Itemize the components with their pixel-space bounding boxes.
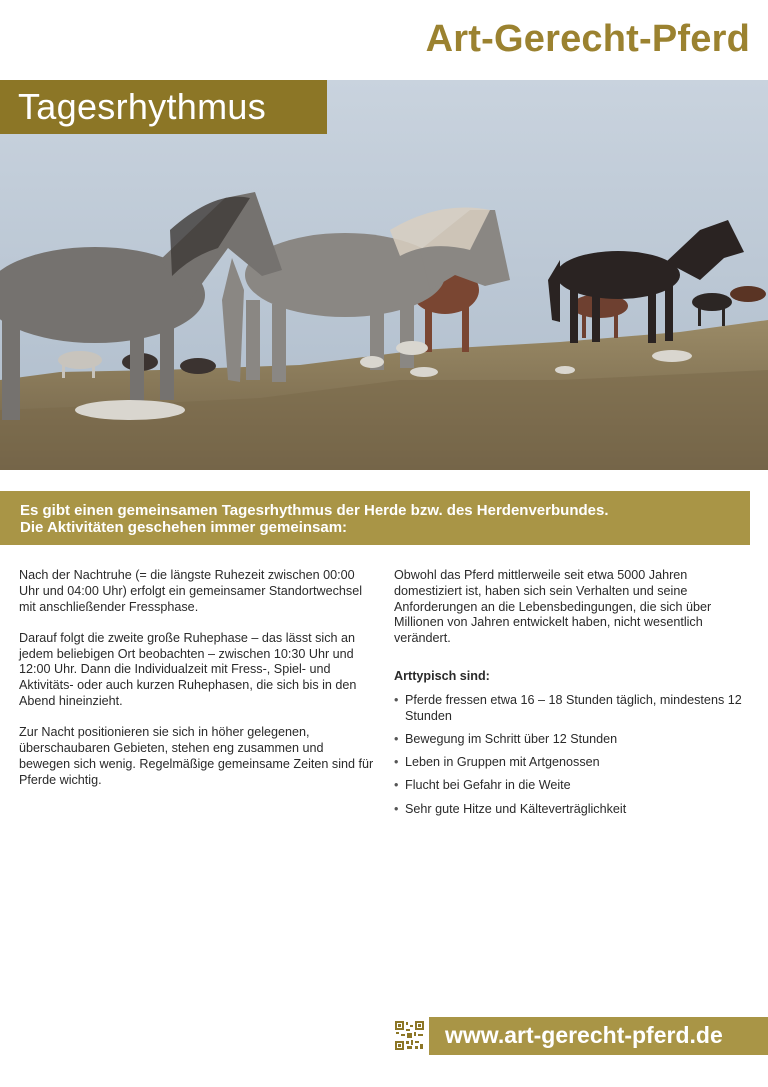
list-item: • Bewegung im Schritt über 12 Stunden bbox=[394, 732, 754, 748]
intro-line-2: Die Aktivitäten geschehen immer gemeinsam: bbox=[20, 519, 348, 536]
horses-illustration bbox=[0, 80, 768, 470]
intro-banner bbox=[0, 491, 750, 545]
lead-paragraph: Obwohl das Pferd mittlerweile seit etwa 5000 Jahren domestiziert ist, haben sich sein Verhalten und seine Anforderungen an die Lebensbedingungen, die sich über Millionen von Jahren entwickelt haben, nicht wesentlich verändert. bbox=[394, 568, 712, 646]
intro-line-1: Es gibt einen gemeinsamen Tagesrhythmus der Herde bzw. des Herdenverbundes. bbox=[20, 502, 609, 519]
left-column bbox=[19, 568, 377, 804]
qr-code-icon[interactable] bbox=[394, 1020, 425, 1051]
brand-title: Art-Gerecht-Pferd bbox=[425, 18, 750, 60]
list-item: • Sehr gute Hitze und Kälteverträglichkeit bbox=[394, 802, 754, 818]
paragraph: Nach der Nachtruhe (= die längste Ruhezeit zwischen 00:00 Uhr und 04:00 Uhr) erfolgt ein gemeinsamer Standortwechsel mit anschließender Fressphase. bbox=[19, 568, 363, 614]
hero-photo bbox=[0, 80, 768, 470]
list-item: • Leben in Gruppen mit Artgenossen bbox=[394, 755, 754, 771]
right-column bbox=[394, 568, 754, 825]
website-link[interactable]: www.art-gerecht-pferd.de bbox=[429, 1017, 768, 1055]
list-item: • Flucht bei Gefahr in die Weite bbox=[394, 778, 754, 794]
page-title: Tagesrhythmus bbox=[0, 80, 327, 134]
paragraph: Darauf folgt die zweite große Ruhephase – das lässt sich an jedem beliebigen Ort beobachten – zwischen 10:30 Uhr und 12:00 Uhr. Dann die Individualzeit mit Fress-, Spiel- und Aktivitäts- oder auch kurzen Ruhephasen, die sich bis in den Abend hineinzieht. bbox=[19, 630, 357, 709]
paragraph: Zur Nacht positionieren sie sich in höher gelegenen, überschaubaren Gebieten, stehen eng zusammen und bewegen sich wenig. Regelmäßige gemeinsame Zeiten sind für Pferde wichtig. bbox=[19, 725, 374, 787]
list-heading: Arttypisch sind: bbox=[394, 668, 490, 683]
characteristics-list bbox=[394, 693, 754, 818]
list-item: • Pferde fressen etwa 16 – 18 Stunden täglich, mindestens 12 Stunden bbox=[394, 693, 754, 725]
